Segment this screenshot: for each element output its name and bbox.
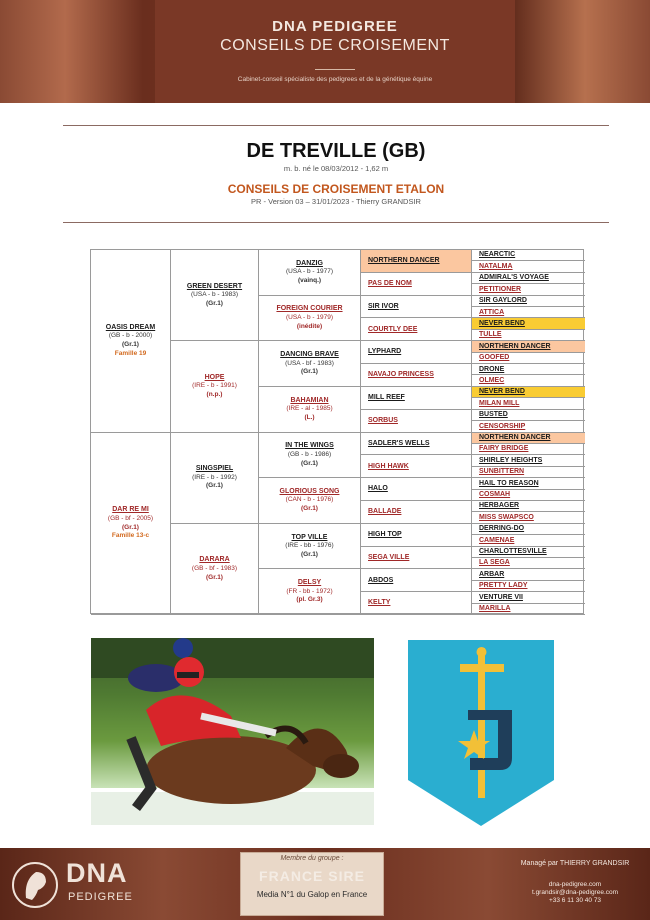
pedigree-g5-cell [472, 569, 585, 580]
pedigree-g3-cell [259, 478, 361, 524]
pedigree-g4-cell [361, 433, 472, 456]
pedigree-g2-cell [171, 341, 259, 432]
horse-name: NORTHERN DANCER [368, 257, 440, 265]
horse-name: PRETTY LADY [479, 582, 528, 590]
horse-name: SIR IVOR [368, 302, 399, 310]
horse-origin: (IRE - b - 1991) [192, 382, 237, 390]
pedigree-g5-cell [472, 512, 585, 523]
pedigree-g2-cell [171, 524, 259, 615]
pedigree-g5-cell [472, 444, 585, 455]
horse-rating: (L.) [304, 413, 315, 421]
horse-name: NAVAJO PRINCESS [368, 371, 434, 379]
horse-name: MISS SWAPSCO [479, 513, 534, 521]
pedigree-g4-cell [361, 501, 472, 524]
horse-name: BUSTED [479, 411, 508, 419]
horse-name: SIR GAYLORD [479, 297, 527, 305]
pedigree-g4-cell [361, 387, 472, 410]
pedigree-g5-cell [472, 524, 585, 535]
pedigree-g5-cell [472, 261, 585, 272]
horse-origin: (USA - b - 1983) [191, 291, 238, 299]
horse-name: ADMIRAL'S VOYAGE [479, 274, 549, 282]
email-link[interactable]: t.grandsir@dna-pedigree.com [531, 889, 619, 897]
horse-name: DANCING BRAVE [280, 351, 339, 359]
horse-rating: (vainq.) [297, 277, 322, 285]
horse-origin: (USA - bf - 1983) [285, 359, 334, 367]
pedigree-g5-cell [472, 558, 585, 569]
pedigree-g5-cell [472, 592, 585, 603]
horse-origin: (IRE - b - 1992) [192, 473, 237, 481]
horse-name: DERRING-DO [479, 525, 525, 533]
horse-origin: (GB - bf - 1983) [191, 564, 238, 572]
pedigree-g5-cell [472, 547, 585, 558]
france-sire-label: FRANCE SIRE [259, 868, 365, 884]
horse-origin: (IRE - bb - 1976) [285, 542, 334, 550]
horse-name: CAMENAE [479, 536, 515, 544]
horse-name: NORTHERN DANCER [479, 433, 551, 441]
footer-logo-text: DNA [66, 858, 128, 888]
pedigree-sire [91, 250, 171, 433]
title-block [63, 140, 609, 206]
pedigree-g4-cell [361, 296, 472, 319]
pedigree-g5-cell [472, 501, 585, 512]
pedigree-g5-cell [472, 433, 585, 444]
horse-name: TOP VILLE [291, 533, 328, 541]
pedigree-g5-cell [472, 387, 585, 398]
horse-name: DARARA [199, 556, 230, 564]
horse-name: TULLE [479, 331, 502, 339]
pedigree-g5-cell [472, 535, 585, 546]
horse-name: HIGH TOP [368, 530, 402, 538]
horse-rating: (Gr.1) [122, 341, 139, 349]
horse-name: MILAN MILL [479, 399, 520, 407]
phone-number: +33 6 11 30 40 73 [548, 897, 602, 905]
horse-name: FOREIGN COURIER [276, 305, 343, 313]
pedigree-g5-cell [472, 490, 585, 501]
horse-name: GLORIOUS SONG [279, 487, 340, 495]
race-photo-illustration [91, 638, 374, 825]
pedigree-g4-cell [361, 364, 472, 387]
pedigree-g3-cell [259, 296, 361, 342]
horse-name: NEVER BEND [479, 388, 525, 396]
pedigree-table [90, 249, 584, 614]
horse-name: DAR RE MI [112, 506, 149, 514]
horse-name: HOPE [204, 373, 225, 381]
famille-label: Famille 13-c [111, 532, 150, 540]
horse-name: GREEN DESERT [186, 282, 243, 290]
version-line: PR - Version 03 – 31/01/2023 - Thierry GRANDSIR [251, 197, 421, 206]
managed-by: Managé par THIERRY GRANDSIR [520, 860, 630, 867]
horse-name: HERBAGER [479, 502, 520, 510]
race-photo [91, 638, 374, 825]
horse-name: SEGA VILLE [368, 553, 410, 561]
pedigree-g2-cell [171, 433, 259, 524]
horse-info: m. b. né le 08/03/2012 - 1,62 m [283, 164, 389, 173]
pedigree-g5-cell [472, 455, 585, 466]
horse-name: DELSY [297, 579, 322, 587]
horse-rating: (Gr.1) [301, 505, 318, 513]
horse-rating: (Gr.1) [206, 482, 223, 490]
pedigree-g4-cell [361, 318, 472, 341]
horse-name: LA SEGA [479, 559, 510, 567]
horse-name: IN THE WINGS [285, 442, 334, 450]
horse-name: BAHAMIAN [290, 396, 329, 404]
horse-name: SADLER'S WELLS [368, 439, 430, 447]
pedigree-g5-cell [472, 581, 585, 592]
header-divider [315, 69, 355, 70]
footer-logo-sub: PEDIGREE [68, 891, 133, 903]
horse-name: DE TREVILLE (GB) [246, 140, 426, 162]
horse-origin: (IRE - al - 1985) [286, 405, 333, 413]
horse-rating: (inédite) [296, 322, 323, 330]
pedigree-g4-cell [361, 524, 472, 547]
pedigree-g5-cell [472, 410, 585, 421]
pedigree-g5-cell [472, 421, 585, 432]
header-title: DNA PEDIGREE [272, 18, 398, 35]
horse-name: OASIS DREAM [105, 323, 156, 331]
pedigree-g5-cell [472, 398, 585, 409]
horse-name: MILL REEF [368, 394, 405, 402]
pedigree-g3-cell [259, 524, 361, 570]
france-sire-badge [240, 852, 384, 916]
website-link[interactable]: dna-pedigree.com [548, 881, 602, 888]
horse-rating: (Gr.1) [206, 573, 223, 581]
horse-name: COURTLY DEE [368, 325, 418, 333]
contact-lines [500, 881, 650, 905]
horse-rating: (Gr.1) [301, 550, 318, 558]
pedigree-g3-cell [259, 341, 361, 387]
horse-name: PETITIONER [479, 285, 522, 293]
horse-origin: (USA - b - 1977) [286, 268, 333, 276]
pedigree-g2-cell [171, 250, 259, 341]
pedigree-g5-cell [472, 375, 585, 386]
top-divider [63, 125, 609, 126]
pedigree-dam [91, 433, 171, 616]
pedigree-g5-cell [472, 341, 585, 352]
pedigree-g3-cell [259, 569, 361, 615]
horse-rating: (Gr.1) [301, 459, 318, 467]
pedigree-g5-cell [472, 364, 585, 375]
pedigree-g4-cell [361, 547, 472, 570]
horse-name: GOOFED [479, 354, 510, 362]
horse-name: MARILLA [479, 605, 511, 613]
horse-origin: (USA - b - 1979) [286, 313, 333, 321]
header-banner [0, 0, 650, 103]
pedigree-g4-cell [361, 592, 472, 615]
horse-name: NATALMA [479, 262, 513, 270]
pedigree-g5-cell [472, 296, 585, 307]
pedigree-g5-cell [472, 250, 585, 261]
horse-name: OLMEC [479, 376, 505, 384]
horse-name: SINGSPIEL [195, 465, 234, 473]
pedigree-g5-cell [472, 478, 585, 489]
membre-label: Membre du groupe : [280, 855, 344, 862]
horse-name: DANZIG [296, 259, 323, 267]
pedigree-g5-cell [472, 467, 585, 478]
horse-rating: (Gr.1) [301, 368, 318, 376]
horse-name: CHARLOTTESVILLE [479, 548, 547, 556]
famille-label: Famille 19 [114, 349, 147, 357]
horse-name: COSMAH [479, 491, 511, 499]
horse-name: ABDOS [368, 576, 394, 584]
header-subtitle: CONSEILS DE CROISEMENT [220, 37, 450, 54]
footer-contact-block [500, 848, 650, 920]
horse-name: PAS DE NOM [368, 280, 412, 287]
horse-head-logo-icon [10, 860, 60, 910]
pedigree-g5-cell [472, 353, 585, 364]
pedigree-g4-cell [361, 455, 472, 478]
pedigree-g5-cell [472, 307, 585, 318]
header-tagline: Cabinet-conseil spécialiste des pedigrees et de la génétique équine [237, 76, 433, 83]
shield-logo-icon [408, 640, 554, 826]
horse-origin: (GB - bf - 2005) [107, 514, 154, 522]
pedigree-g5-cell [472, 273, 585, 284]
section-title: CONSEILS DE CROISEMENT ETALON [227, 182, 445, 196]
pedigree-g4-cell [361, 273, 472, 296]
horse-origin: (GB - b - 1986) [287, 450, 332, 458]
horse-name: SUNBITTERN [479, 468, 525, 476]
media-label: Media N°1 du Galop en France [256, 890, 368, 899]
pedigree-g4-cell [361, 410, 472, 433]
pedigree-g4-cell [361, 341, 472, 364]
horse-name: NEARCTIC [479, 251, 516, 259]
horse-name: KELTY [368, 599, 391, 607]
horse-origin: (GB - b - 2000) [108, 332, 153, 340]
horse-name: NEVER BEND [479, 319, 525, 327]
bottom-divider [63, 222, 609, 223]
pedigree-g5-cell [472, 284, 585, 295]
horse-name: HALO [368, 485, 388, 493]
horse-name: BALLADE [368, 508, 402, 516]
pedigree-g4-cell [361, 478, 472, 501]
horse-name: HIGH HAWK [368, 462, 409, 470]
horse-rating: (Gr.1) [206, 299, 223, 307]
horse-name: ARBAR [479, 570, 505, 578]
pedigree-g3-cell [259, 250, 361, 296]
horse-rating: (n.p.) [206, 391, 223, 399]
horse-name: LYPHARD [368, 348, 402, 356]
horse-name: FAIRY BRIDGE [479, 445, 529, 453]
horse-name: NORTHERN DANCER [479, 342, 551, 350]
horse-name: ATTICA [479, 308, 505, 316]
pedigree-g4-cell [361, 250, 472, 273]
horse-rating: (Gr.1) [122, 523, 139, 531]
pedigree-g5-cell [472, 330, 585, 341]
horse-origin: (FR - bb - 1972) [286, 587, 333, 595]
horse-name: HAIL TO REASON [479, 479, 539, 487]
horse-origin: (CAN - b - 1976) [285, 496, 334, 504]
horse-name: VENTURE VII [479, 593, 523, 601]
horse-name: DRONE [479, 365, 505, 373]
pedigree-g3-cell [259, 387, 361, 433]
horse-rating: (pl. Gr.3) [296, 596, 323, 604]
pedigree-g5-cell [472, 318, 585, 329]
horse-name: SHIRLEY HEIGHTS [479, 456, 543, 464]
horse-name: CENSORSHIP [479, 422, 526, 430]
pedigree-g5-cell [472, 604, 585, 615]
horse-name: SORBUS [368, 416, 398, 424]
header-center-panel [155, 0, 515, 103]
pedigree-g4-cell [361, 569, 472, 592]
pedigree-g3-cell [259, 433, 361, 479]
